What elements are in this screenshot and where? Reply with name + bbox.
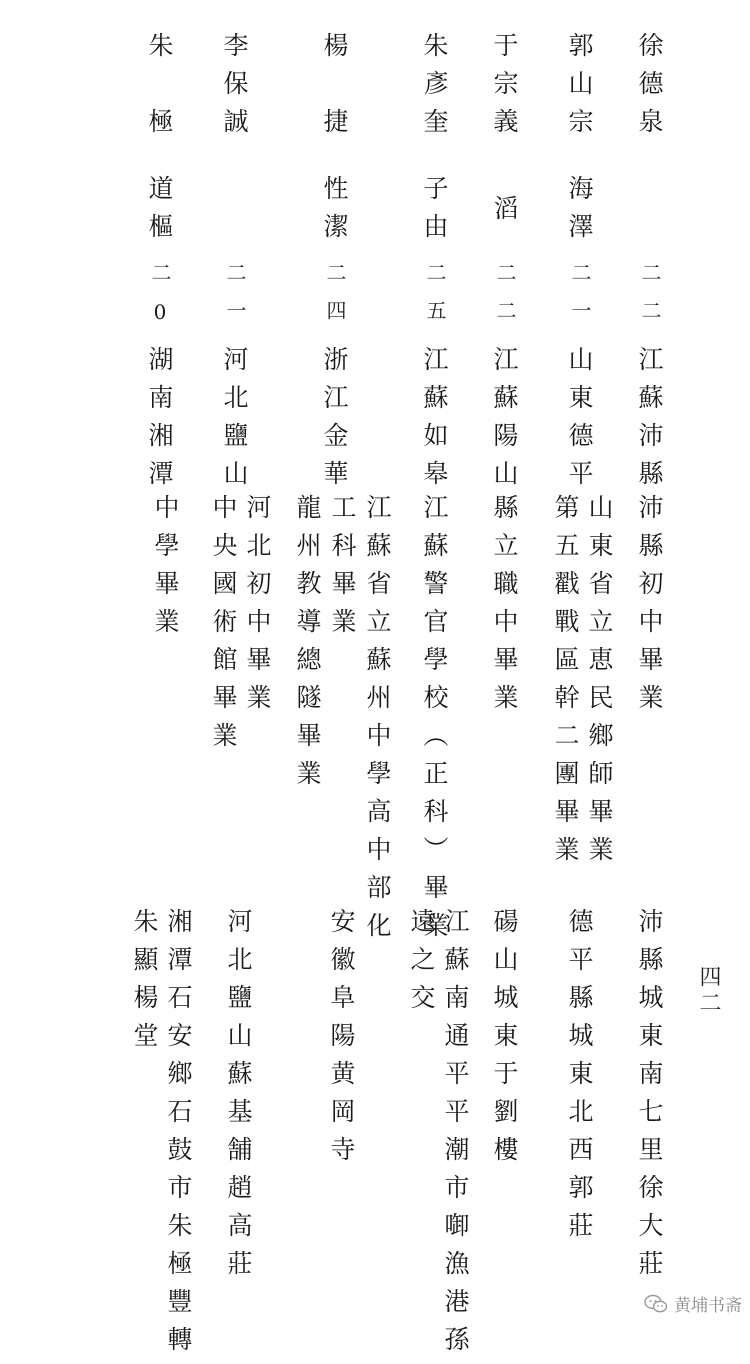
record-name: 朱 極 (145, 32, 174, 146)
record-courtesy-name: 性潔 (320, 175, 349, 251)
record-native-place: 山東德平 (565, 346, 594, 498)
record-age: 二一 (223, 262, 247, 338)
watermark-text: 黄埔书斋 (674, 1296, 742, 1316)
record-courtesy-name: 滔 (490, 195, 519, 233)
record-education: 龍州教導總隧畢業 (293, 494, 322, 798)
record-name: 郭山宗 (565, 32, 594, 146)
record-age: 二一 (568, 262, 592, 338)
record-address: 河北鹽山蘇基舗趙高莊 (224, 908, 253, 1288)
record-name: 朱彥奎 (420, 32, 449, 146)
record-education: 山東省立恵民鄉師畢業 (585, 494, 614, 874)
record-address: 安徽阜陽黄岡寺 (327, 908, 356, 1174)
record-education: 江蘇警官學校（正科）畢業 (420, 494, 449, 950)
record-education: 河北初中畢業 (243, 494, 272, 722)
record-native-place: 浙江金華 (320, 346, 349, 498)
record-name: 徐德泉 (635, 32, 664, 146)
record-native-place: 江蘇沛縣 (635, 346, 664, 498)
record-education: 工科畢業 (328, 494, 357, 646)
wechat-icon (644, 1294, 668, 1314)
record-education: 第五戳戰區幹二團畢業 (551, 494, 580, 874)
record-courtesy-name: 道樞 (145, 175, 174, 251)
record-age: 二二 (638, 262, 662, 338)
record-courtesy-name: 海澤 (565, 175, 594, 251)
record-name: 于宗義 (490, 32, 519, 146)
record-native-place: 湖南湘潭 (145, 346, 174, 498)
record-age: 二0 (148, 262, 172, 342)
record-address: 碭山城東于劉樓 (490, 908, 519, 1174)
record-name: 李保誠 (220, 32, 249, 146)
record-native-place: 江蘇陽山 (490, 346, 519, 498)
record-education: 沛縣初中畢業 (635, 494, 664, 722)
page-number: 四二 (696, 965, 721, 1017)
record-address: 江蘇南通平平潮市啣漁港孫 (441, 908, 470, 1364)
record-address: 湘潭石安鄉石鼓市朱極豐轉 (164, 908, 193, 1364)
record-address: 朱顯楊堂 (130, 908, 159, 1060)
watermark (644, 1291, 742, 1316)
record-address: 德平縣城東北西郭莊 (565, 908, 594, 1250)
record-education: 縣立職中畢業 (490, 494, 519, 722)
record-education: 江蘇省立蘇州中學高中部化 (363, 494, 392, 950)
record-age: 二二 (493, 262, 517, 338)
record-name: 楊 捷 (320, 32, 349, 146)
record-native-place: 江蘇如皋 (420, 346, 449, 498)
record-native-place: 河北鹽山 (220, 346, 249, 498)
record-address: 遠之交 (407, 908, 436, 1022)
record-courtesy-name: 子由 (420, 175, 449, 251)
record-age: 二四 (323, 262, 347, 338)
record-age: 二五 (423, 262, 447, 338)
record-education: 中學畢業 (151, 494, 180, 646)
record-address: 沛縣城東南七里徐大莊 (635, 908, 664, 1288)
record-education: 中央國術館畢業 (209, 494, 238, 760)
